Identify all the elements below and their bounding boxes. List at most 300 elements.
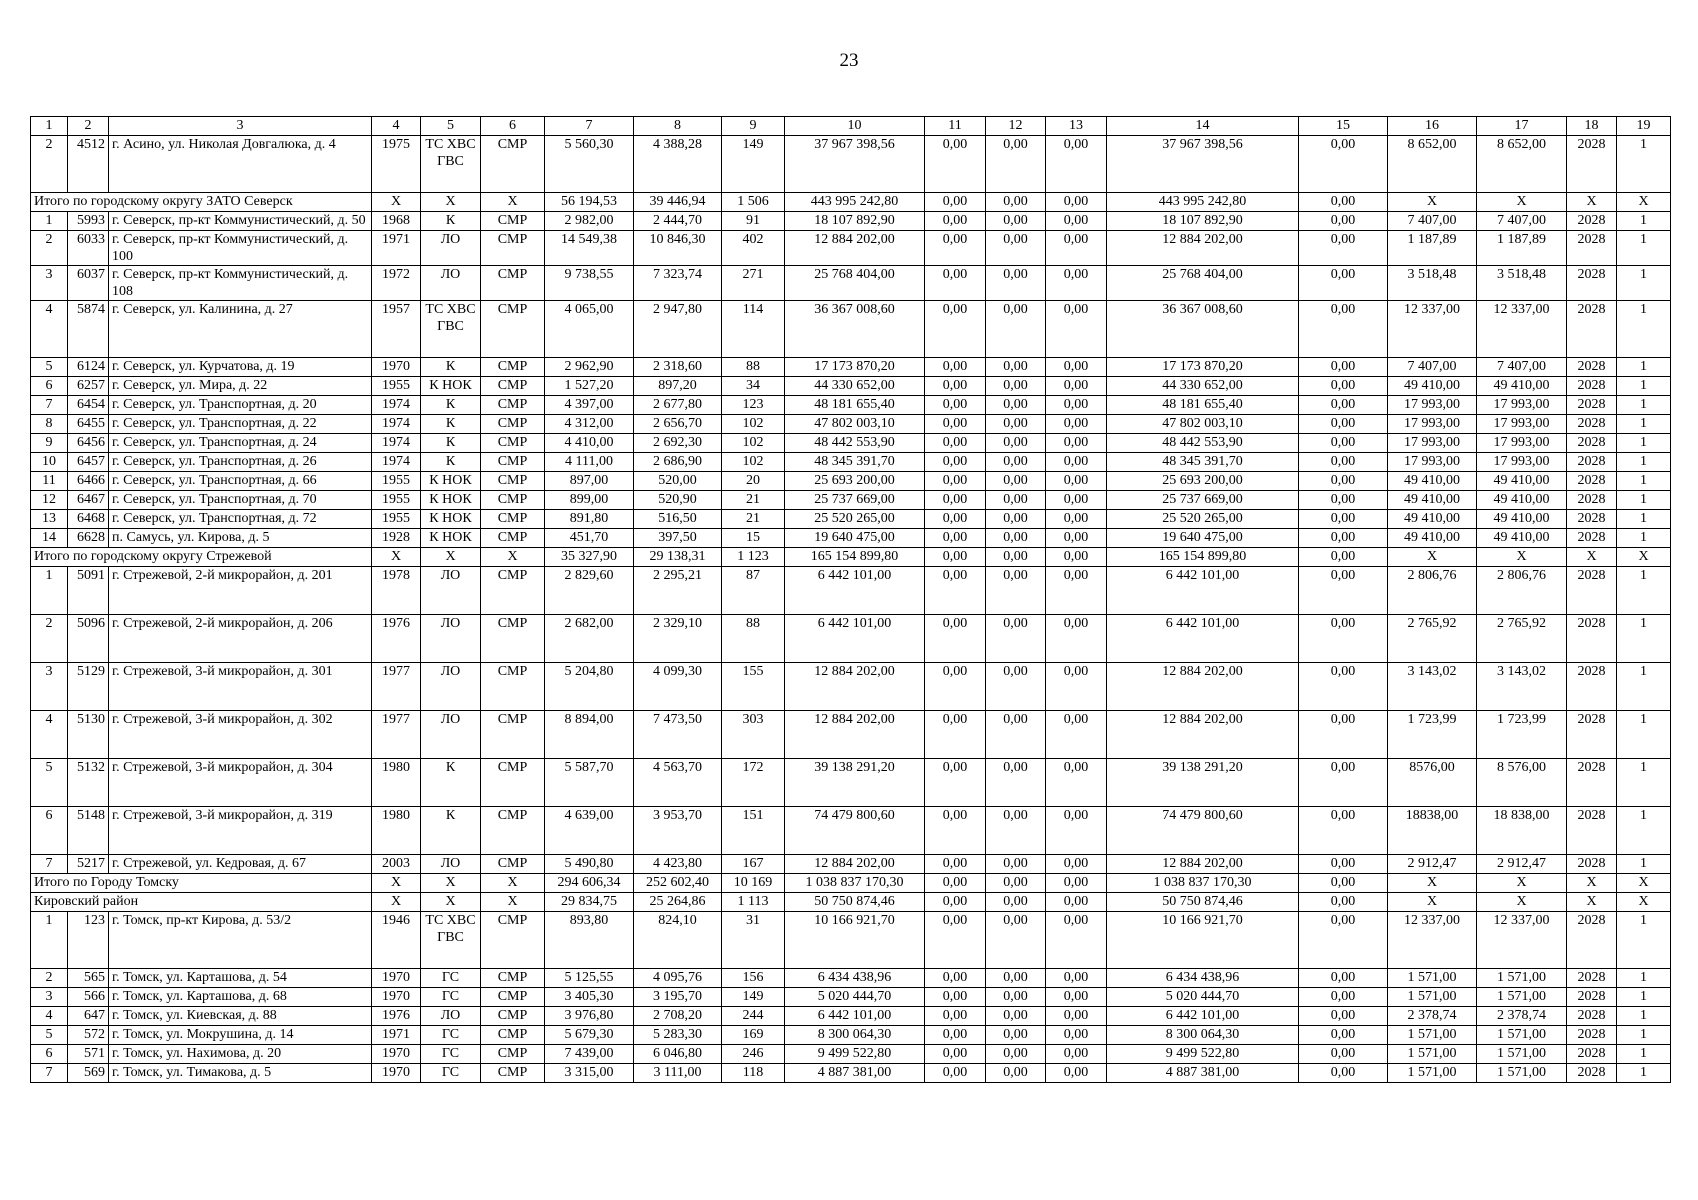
table-cell: 0,00	[986, 988, 1046, 1007]
subtotal-row	[31, 548, 1671, 567]
column-number: 2	[68, 117, 109, 136]
page-number: 23	[839, 50, 859, 71]
table-cell: 1976	[372, 615, 421, 663]
table-cell: 1974	[372, 434, 421, 453]
table-cell: К НОК	[421, 510, 481, 529]
table-cell: г. Асино, ул. Николая Довгалюка, д. 4	[109, 136, 372, 193]
table-cell: 2 677,80	[634, 396, 722, 415]
table-cell: 0,00	[986, 212, 1046, 231]
subtotal-cell: 0,00	[1046, 193, 1107, 212]
table-cell: 17 993,00	[1477, 434, 1567, 453]
table-cell: 0,00	[1299, 759, 1388, 807]
column-number: 12	[986, 117, 1046, 136]
table-cell: 12 337,00	[1388, 301, 1477, 358]
table-cell: 6457	[68, 453, 109, 472]
table-row	[31, 434, 1671, 453]
table-row	[31, 1026, 1671, 1045]
table-cell: 6 442 101,00	[785, 1007, 925, 1026]
table-cell: 0,00	[1046, 969, 1107, 988]
table-cell: 1974	[372, 396, 421, 415]
table-cell: 520,90	[634, 491, 722, 510]
table-cell: 17 173 870,20	[1107, 358, 1299, 377]
table-cell: 48 181 655,40	[1107, 396, 1299, 415]
column-number: 7	[545, 117, 634, 136]
table-cell: 114	[722, 301, 785, 358]
table-cell: 0,00	[986, 377, 1046, 396]
table-cell: 12 884 202,00	[785, 231, 925, 266]
table-cell: СМР	[481, 415, 545, 434]
table-cell: 12	[31, 491, 68, 510]
table-cell: 2 708,20	[634, 1007, 722, 1026]
table-cell: 1	[1617, 301, 1671, 358]
table-cell: 49 410,00	[1388, 377, 1477, 396]
table-cell: 1957	[372, 301, 421, 358]
table-cell: 1972	[372, 266, 421, 301]
table-cell: 2028	[1567, 266, 1617, 301]
table-cell: 49 410,00	[1388, 529, 1477, 548]
table-cell: 0,00	[1299, 377, 1388, 396]
table-cell: 5 587,70	[545, 759, 634, 807]
table-cell: ЛО	[421, 615, 481, 663]
table-cell: 1	[1617, 1064, 1671, 1083]
table-cell: 4	[31, 711, 68, 759]
table-cell: 2 912,47	[1477, 855, 1567, 874]
table-cell: 6466	[68, 472, 109, 491]
table-cell: 897,00	[545, 472, 634, 491]
table-cell: 0,00	[1046, 855, 1107, 874]
table-cell: 0,00	[1046, 266, 1107, 301]
table-cell: 5	[31, 358, 68, 377]
table-cell: 3 111,00	[634, 1064, 722, 1083]
subtotal-cell: X	[481, 893, 545, 912]
table-cell: 0,00	[1299, 1007, 1388, 1026]
table-cell: 1	[1617, 212, 1671, 231]
table-cell: 4 388,28	[634, 136, 722, 193]
table-cell: ГС	[421, 969, 481, 988]
table-cell: 244	[722, 1007, 785, 1026]
subtotal-cell: 1 506	[722, 193, 785, 212]
table-row	[31, 855, 1671, 874]
table-cell: 2 318,60	[634, 358, 722, 377]
table-cell: СМР	[481, 759, 545, 807]
table-cell: 0,00	[986, 491, 1046, 510]
table-cell: 25 737 669,00	[1107, 491, 1299, 510]
table-cell: 891,80	[545, 510, 634, 529]
table-cell: 0,00	[1046, 434, 1107, 453]
table-cell: 3 143,02	[1388, 663, 1477, 711]
table-cell: 11	[31, 472, 68, 491]
table-cell: 0,00	[986, 567, 1046, 615]
table-cell: 2028	[1567, 969, 1617, 988]
table-cell: 5 204,80	[545, 663, 634, 711]
table-cell: 1	[1617, 377, 1671, 396]
column-number: 18	[1567, 117, 1617, 136]
table-cell: 47 802 003,10	[785, 415, 925, 434]
table-cell: 2028	[1567, 231, 1617, 266]
column-number: 10	[785, 117, 925, 136]
table-cell: 3	[31, 988, 68, 1007]
subtotal-cell: 165 154 899,80	[785, 548, 925, 567]
table-cell: 402	[722, 231, 785, 266]
table-cell: 49 410,00	[1388, 510, 1477, 529]
table-cell: 4 887 381,00	[785, 1064, 925, 1083]
column-number: 4	[372, 117, 421, 136]
subtotal-cell: 39 446,94	[634, 193, 722, 212]
table-cell: К НОК	[421, 472, 481, 491]
table-cell: ЛО	[421, 266, 481, 301]
table-cell: 6 046,80	[634, 1045, 722, 1064]
subtotal-label: Кировский район	[31, 893, 372, 912]
table-cell: 36 367 008,60	[1107, 301, 1299, 358]
table-row	[31, 711, 1671, 759]
table-cell: 8576,00	[1388, 759, 1477, 807]
table-cell: 2028	[1567, 377, 1617, 396]
table-cell: 1 571,00	[1477, 1045, 1567, 1064]
table-cell: 17 993,00	[1477, 453, 1567, 472]
table-cell: 1971	[372, 1026, 421, 1045]
table-cell: К	[421, 212, 481, 231]
subtotal-cell: 0,00	[1046, 893, 1107, 912]
table-cell: 12 884 202,00	[785, 711, 925, 759]
housing-register-table	[30, 116, 1671, 1083]
table-cell: 0,00	[1046, 615, 1107, 663]
table-cell: 8 300 064,30	[785, 1026, 925, 1045]
table-cell: 49 410,00	[1477, 491, 1567, 510]
table-cell: 3 976,80	[545, 1007, 634, 1026]
table-cell: 897,20	[634, 377, 722, 396]
table-cell: 1	[1617, 453, 1671, 472]
table-cell: 0,00	[1299, 1064, 1388, 1083]
table-cell: 118	[722, 1064, 785, 1083]
table-cell: 1970	[372, 358, 421, 377]
table-cell: 0,00	[925, 615, 986, 663]
table-cell: 0,00	[925, 491, 986, 510]
table-cell: 1 571,00	[1388, 1064, 1477, 1083]
table-row	[31, 529, 1671, 548]
subtotal-cell: 0,00	[1299, 193, 1388, 212]
subtotal-cell: X	[372, 893, 421, 912]
table-cell: 2028	[1567, 396, 1617, 415]
table-cell: СМР	[481, 711, 545, 759]
table-cell: 5 020 444,70	[785, 988, 925, 1007]
column-number: 14	[1107, 117, 1299, 136]
table-cell: 1	[1617, 472, 1671, 491]
table-cell: 49 410,00	[1477, 377, 1567, 396]
subtotal-cell: 0,00	[925, 548, 986, 567]
table-cell: 49 410,00	[1477, 472, 1567, 491]
table-cell: 1971	[372, 231, 421, 266]
table-cell: 4 065,00	[545, 301, 634, 358]
table-cell: 7 407,00	[1477, 212, 1567, 231]
table-cell: 8 652,00	[1388, 136, 1477, 193]
table-cell: 102	[722, 415, 785, 434]
table-cell: 0,00	[1299, 807, 1388, 855]
table-cell: 8 300 064,30	[1107, 1026, 1299, 1045]
table-cell: 520,00	[634, 472, 722, 491]
column-number: 13	[1046, 117, 1107, 136]
subtotal-cell: 0,00	[986, 874, 1046, 893]
table-cell: 6 442 101,00	[1107, 567, 1299, 615]
table-cell: 2	[31, 615, 68, 663]
table-cell: 0,00	[1299, 988, 1388, 1007]
table-cell: 0,00	[986, 807, 1046, 855]
subtotal-cell: 0,00	[986, 548, 1046, 567]
table-cell: 2 765,92	[1477, 615, 1567, 663]
table-cell: СМР	[481, 567, 545, 615]
table-cell: 17 173 870,20	[785, 358, 925, 377]
table-cell: 5091	[68, 567, 109, 615]
table-cell: 6257	[68, 377, 109, 396]
subtotal-cell: X	[421, 893, 481, 912]
table-cell: 1974	[372, 415, 421, 434]
table-cell: СМР	[481, 855, 545, 874]
table-cell: 2 378,74	[1388, 1007, 1477, 1026]
table-cell: г. Стрежевой, 3-й микрорайон, д. 302	[109, 711, 372, 759]
table-cell: 0,00	[1046, 912, 1107, 969]
table-cell: 149	[722, 136, 785, 193]
table-cell: 17 993,00	[1477, 396, 1567, 415]
table-cell: 0,00	[1046, 491, 1107, 510]
table-cell: 0,00	[1299, 567, 1388, 615]
table-cell: 2 682,00	[545, 615, 634, 663]
table-cell: 6 442 101,00	[785, 567, 925, 615]
table-cell: 8	[31, 415, 68, 434]
table-cell: 0,00	[1046, 988, 1107, 1007]
table-cell: п. Самусь, ул. Кирова, д. 5	[109, 529, 372, 548]
table-cell: ЛО	[421, 663, 481, 711]
table-cell: 167	[722, 855, 785, 874]
table-cell: 36 367 008,60	[785, 301, 925, 358]
table-cell: 1	[1617, 136, 1671, 193]
subtotal-cell: 0,00	[1299, 874, 1388, 893]
table-cell: СМР	[481, 377, 545, 396]
table-cell: 49 410,00	[1477, 510, 1567, 529]
table-cell: 1 723,99	[1477, 711, 1567, 759]
table-cell: 0,00	[925, 377, 986, 396]
table-cell: СМР	[481, 358, 545, 377]
table-cell: 0,00	[986, 231, 1046, 266]
table-row	[31, 266, 1671, 301]
table-cell: 1 571,00	[1388, 969, 1477, 988]
table-cell: 2 329,10	[634, 615, 722, 663]
subtotal-cell: 165 154 899,80	[1107, 548, 1299, 567]
table-cell: 1968	[372, 212, 421, 231]
subtotal-cell: 56 194,53	[545, 193, 634, 212]
subtotal-cell: 443 995 242,80	[785, 193, 925, 212]
column-number: 11	[925, 117, 986, 136]
table-cell: 2028	[1567, 472, 1617, 491]
table-cell: 7 323,74	[634, 266, 722, 301]
table-cell: 2028	[1567, 988, 1617, 1007]
subtotal-cell: 0,00	[1299, 548, 1388, 567]
subtotal-cell: 29 138,31	[634, 548, 722, 567]
table-cell: 102	[722, 453, 785, 472]
table-cell: СМР	[481, 472, 545, 491]
table-cell: СМР	[481, 988, 545, 1007]
table-cell: СМР	[481, 912, 545, 969]
table-cell: ТС ХВС ГВС	[421, 301, 481, 358]
table-cell: 5 283,30	[634, 1026, 722, 1045]
table-cell: 0,00	[986, 912, 1046, 969]
table-cell: СМР	[481, 969, 545, 988]
table-cell: 169	[722, 1026, 785, 1045]
table-cell: 25 768 404,00	[785, 266, 925, 301]
table-cell: г. Томск, пр-кт Кирова, д. 53/2	[109, 912, 372, 969]
table-cell: 7 407,00	[1388, 212, 1477, 231]
subtotal-label: Итого по Городу Томску	[31, 874, 372, 893]
table-cell: 3 518,48	[1477, 266, 1567, 301]
subtotal-cell: 294 606,34	[545, 874, 634, 893]
subtotal-cell: X	[1567, 548, 1617, 567]
table-cell: 1928	[372, 529, 421, 548]
table-row	[31, 301, 1671, 358]
table-cell: 17 993,00	[1388, 453, 1477, 472]
table-cell: ГС	[421, 1045, 481, 1064]
table-cell: 0,00	[1299, 396, 1388, 415]
column-number-row	[31, 117, 1671, 136]
table-cell: 0,00	[925, 453, 986, 472]
table-cell: г. Томск, ул. Карташова, д. 68	[109, 988, 372, 1007]
table-cell: 0,00	[925, 759, 986, 807]
table-cell: 397,50	[634, 529, 722, 548]
table-cell: 19 640 475,00	[1107, 529, 1299, 548]
table-cell: 0,00	[1299, 231, 1388, 266]
table-cell: 1 187,89	[1388, 231, 1477, 266]
table-cell: 0,00	[1299, 1026, 1388, 1045]
table-cell: 4 639,00	[545, 807, 634, 855]
table-cell: 0,00	[1046, 567, 1107, 615]
table-cell: 2 444,70	[634, 212, 722, 231]
table-cell: 0,00	[1046, 1007, 1107, 1026]
table-cell: 566	[68, 988, 109, 1007]
table-cell: К	[421, 807, 481, 855]
table-cell: 39 138 291,20	[785, 759, 925, 807]
table-cell: 1955	[372, 510, 421, 529]
table-cell: СМР	[481, 491, 545, 510]
table-cell: 899,00	[545, 491, 634, 510]
table-row	[31, 969, 1671, 988]
table-cell: 1	[31, 567, 68, 615]
table-cell: г. Северск, пр-кт Коммунистический, д. 50	[109, 212, 372, 231]
table-cell: СМР	[481, 1064, 545, 1083]
table-cell: 0,00	[1046, 1064, 1107, 1083]
table-cell: 6 442 101,00	[1107, 615, 1299, 663]
table-cell: 5 679,30	[545, 1026, 634, 1045]
table-row	[31, 1007, 1671, 1026]
subtotal-cell: 0,00	[1046, 548, 1107, 567]
table-cell: 0,00	[1299, 415, 1388, 434]
subtotal-cell: 0,00	[925, 874, 986, 893]
table-cell: 7 407,00	[1477, 358, 1567, 377]
table-cell: г. Северск, ул. Транспортная, д. 24	[109, 434, 372, 453]
subtotal-cell: X	[1617, 548, 1671, 567]
table-cell: СМР	[481, 615, 545, 663]
table-cell: 2 378,74	[1477, 1007, 1567, 1026]
table-cell: 5	[31, 759, 68, 807]
table-cell: 17 993,00	[1388, 434, 1477, 453]
subtotal-cell: X	[421, 874, 481, 893]
table-cell: К	[421, 358, 481, 377]
table-cell: 1	[1617, 231, 1671, 266]
subtotal-cell: 0,00	[986, 893, 1046, 912]
table-row	[31, 912, 1671, 969]
table-cell: 0,00	[1046, 510, 1107, 529]
table-cell: 0,00	[1299, 136, 1388, 193]
table-cell: 2 295,21	[634, 567, 722, 615]
table-cell: 0,00	[1046, 358, 1107, 377]
table-row	[31, 212, 1671, 231]
table-cell: 10 166 921,70	[785, 912, 925, 969]
table-cell: 0,00	[1046, 472, 1107, 491]
table-cell: 3 143,02	[1477, 663, 1567, 711]
table-cell: 6	[31, 377, 68, 396]
table-cell: 6	[31, 1045, 68, 1064]
table-cell: 21	[722, 510, 785, 529]
table-cell: 48 181 655,40	[785, 396, 925, 415]
table-cell: 17 993,00	[1477, 415, 1567, 434]
table-cell: 0,00	[1299, 969, 1388, 988]
table-cell: 0,00	[925, 529, 986, 548]
table-cell: 569	[68, 1064, 109, 1083]
table-row	[31, 377, 1671, 396]
subtotal-cell: X	[372, 193, 421, 212]
subtotal-cell: 252 602,40	[634, 874, 722, 893]
table-cell: 1	[1617, 711, 1671, 759]
table-cell: 49 410,00	[1388, 491, 1477, 510]
subtotal-cell: 0,00	[1046, 874, 1107, 893]
table-cell: 12 337,00	[1477, 912, 1567, 969]
table-cell: К	[421, 396, 481, 415]
table-cell: 1 571,00	[1477, 988, 1567, 1007]
table-cell: 303	[722, 711, 785, 759]
table-cell: 172	[722, 759, 785, 807]
subtotal-cell: X	[481, 193, 545, 212]
table-cell: 87	[722, 567, 785, 615]
table-cell: 37 967 398,56	[785, 136, 925, 193]
table-cell: 1 571,00	[1477, 1026, 1567, 1045]
table-cell: 1	[1617, 855, 1671, 874]
table-cell: 9	[31, 434, 68, 453]
table-cell: 4512	[68, 136, 109, 193]
table-row	[31, 663, 1671, 711]
table-cell: 0,00	[986, 453, 1046, 472]
table-cell: К НОК	[421, 377, 481, 396]
subtotal-cell: X	[1388, 548, 1477, 567]
subtotal-cell: X	[1477, 893, 1567, 912]
table-cell: 88	[722, 358, 785, 377]
table-cell: 0,00	[986, 434, 1046, 453]
subtotal-cell: X	[1617, 893, 1671, 912]
table-cell: 7 407,00	[1388, 358, 1477, 377]
table-cell: 5 020 444,70	[1107, 988, 1299, 1007]
table-cell: 2028	[1567, 212, 1617, 231]
table-cell: 12 884 202,00	[1107, 663, 1299, 711]
table-cell: 0,00	[1299, 453, 1388, 472]
table-cell: 1	[1617, 1045, 1671, 1064]
table-cell: 7	[31, 396, 68, 415]
table-cell: 6 434 438,96	[1107, 969, 1299, 988]
table-cell: 2	[31, 136, 68, 193]
table-cell: 824,10	[634, 912, 722, 969]
table-cell: 1	[1617, 529, 1671, 548]
table-row	[31, 615, 1671, 663]
table-cell: 12 884 202,00	[1107, 711, 1299, 759]
column-number: 19	[1617, 117, 1671, 136]
table-cell: 0,00	[925, 1045, 986, 1064]
table-cell: 1	[1617, 615, 1671, 663]
table-cell: 1	[1617, 358, 1671, 377]
table-cell: 4 563,70	[634, 759, 722, 807]
